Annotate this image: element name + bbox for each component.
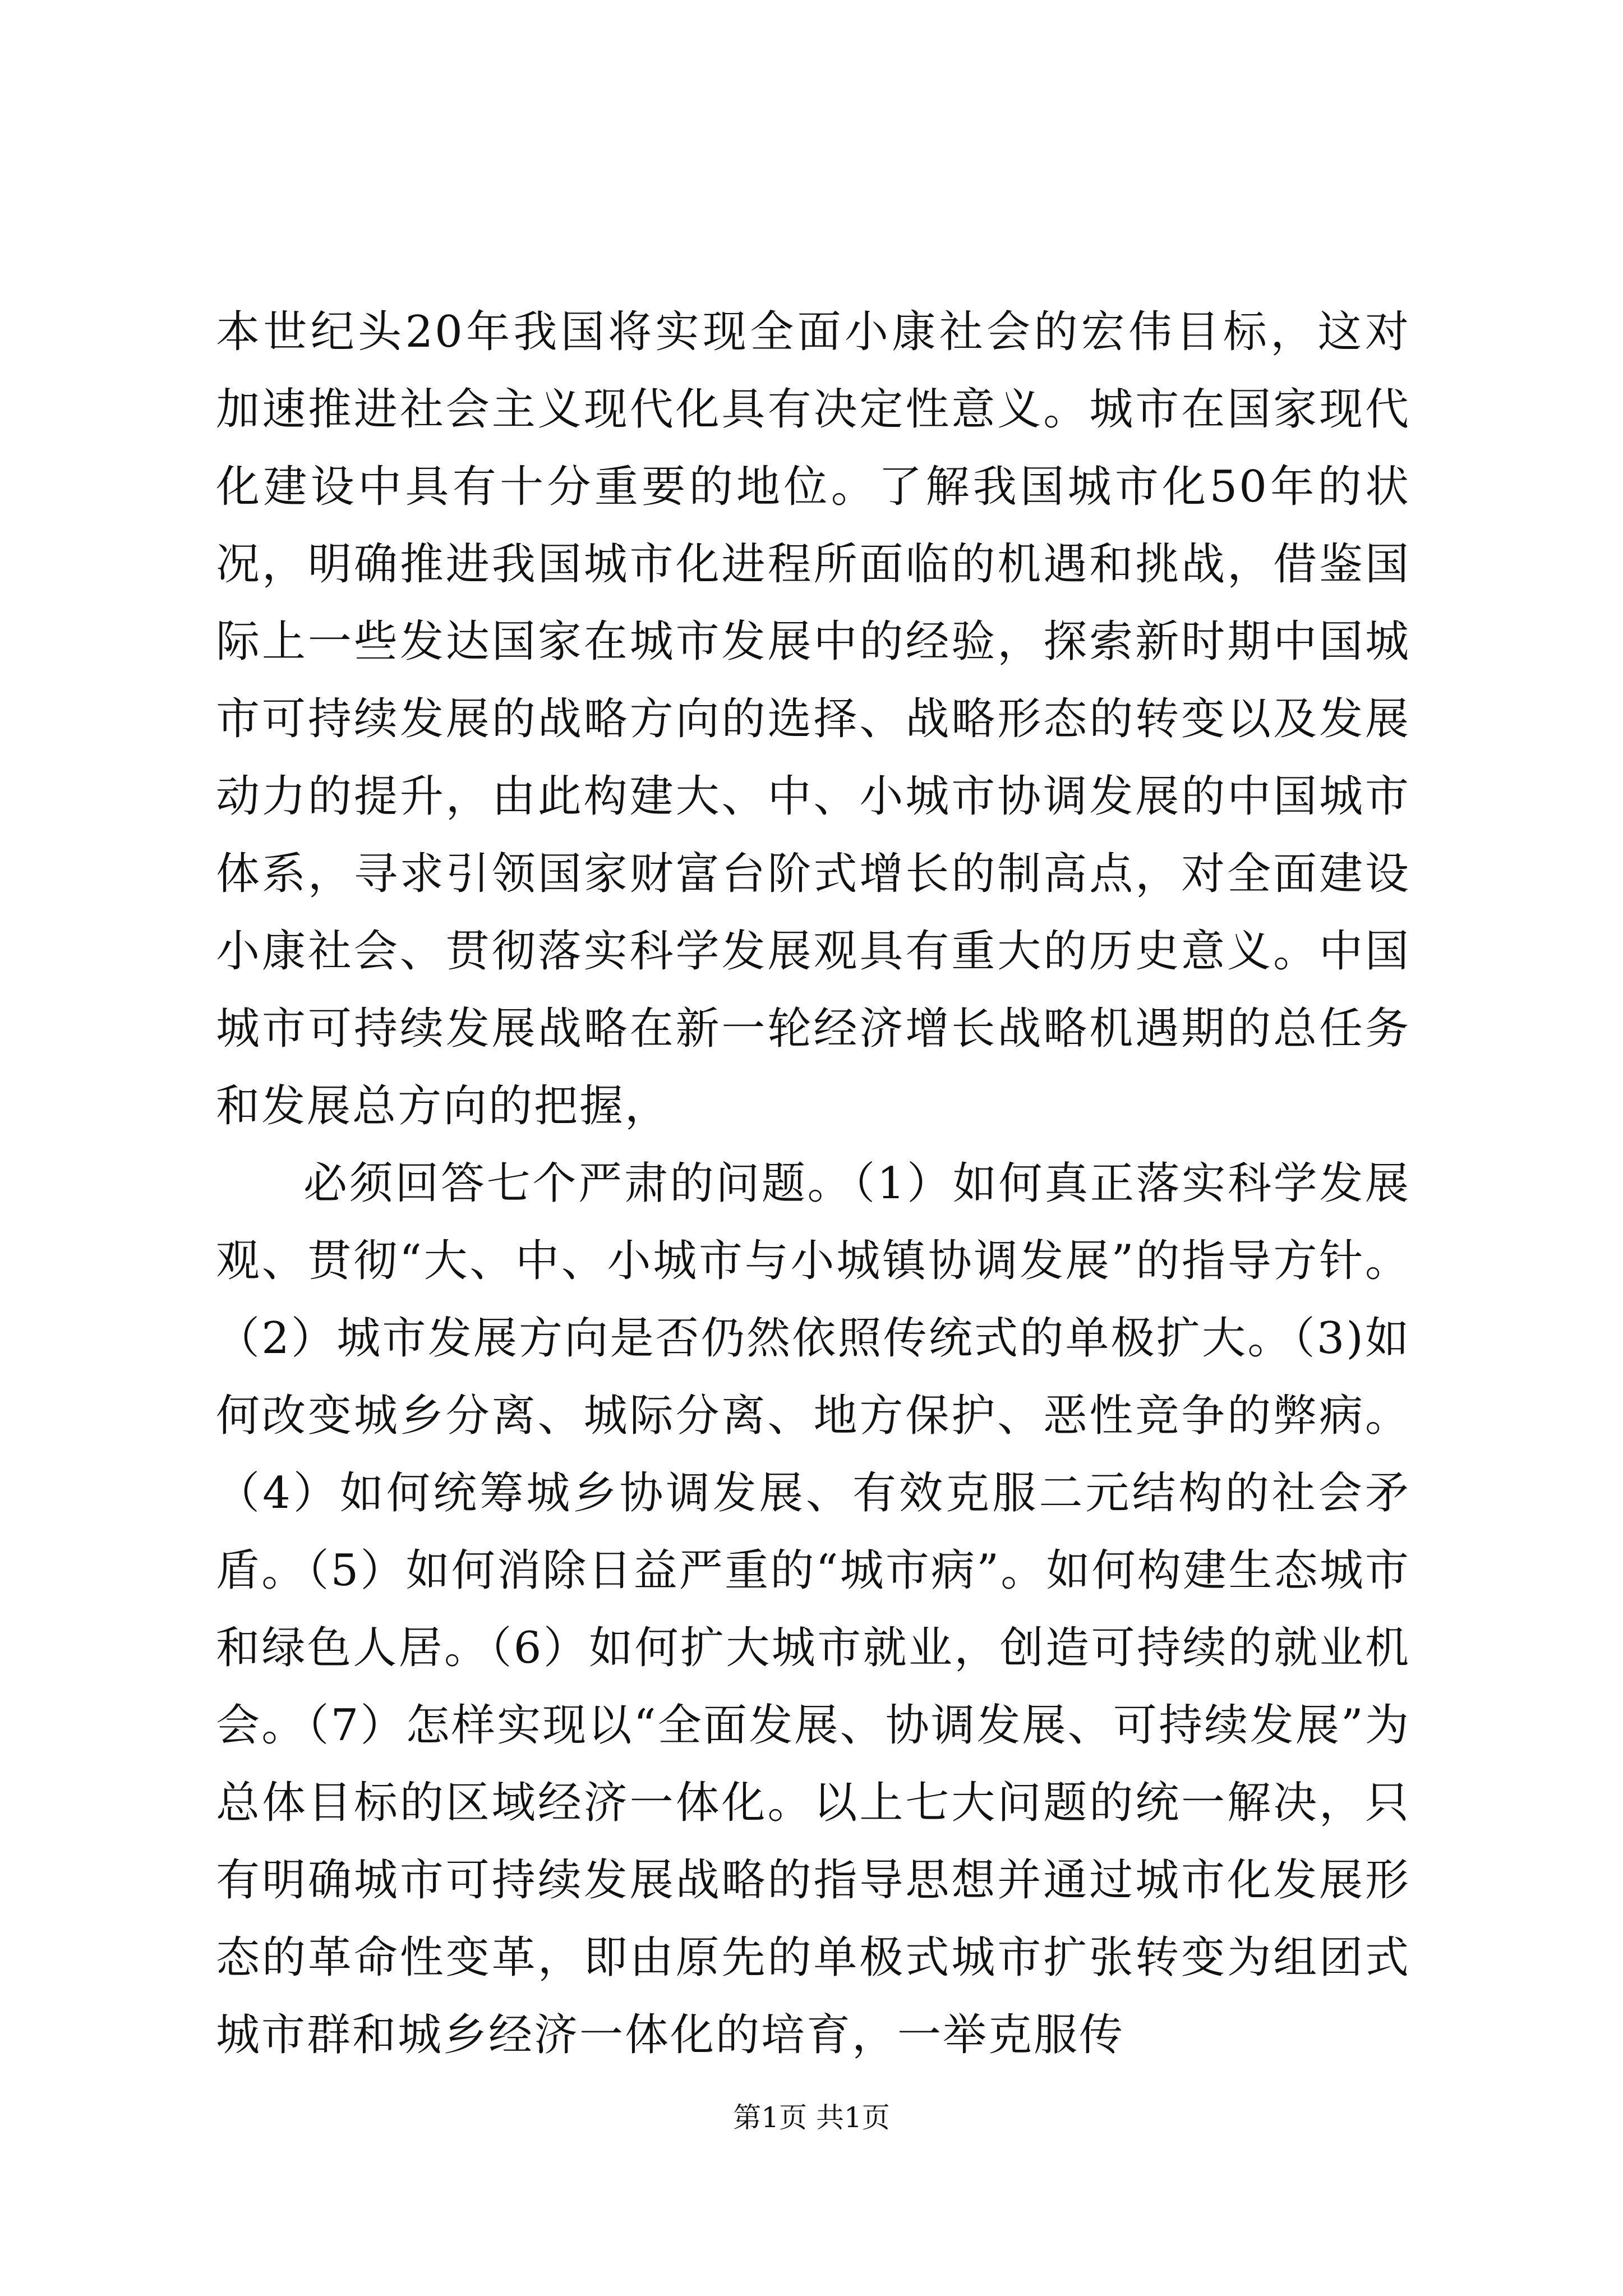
page-footer: 第1页 共1页 [733,2101,890,2134]
paragraph-2: 必须回答七个严肃的问题。（1）如何真正落实科学发展观、贯彻“大、中、小城市与小城镇协调发展”的指导方针。（2）城市发展方向是否仍然依照传统式的单极扩大。（3)如何改变城乡分离、城际分离、地方保护、恶性竞争的弊病。（4）如何统筹城乡协调发展、有效克服二元结构的社会矛盾。（5）如何消除日益严重的“城市病”。如何构建生态城市和绿色人居。（6）如何扩大城市就业，创造可持续的就业机会。（7）怎样实现以“全面发展、协调发展、可持续发展”为总体目标的区域经济一体化。以上七大问题的统一解决，只有明确城市可持续发展战略的指导思想并通过城市化发展形态的革命性变革，即由原先的单极式城市扩张转变为组团式城市群和城乡经济一体化的培育，一举克服传 [216,1158,1410,2060]
document-body [216,293,1410,2074]
paragraph-1: 本世纪头20年我国将实现全面小康社会的宏伟目标，这对加速推进社会主义现代化具有决定性意义。城市在国家现代化建设中具有十分重要的地位。了解我国城市化50年的状况，明确推进我国城市化进程所面临的机遇和挑战，借鉴国际上一些发达国家在城市发展中的经验，探索新时期中国城市可持续发展的战略方向的选择、战略形态的转变以及发展动力的提升，由此构建大、中、小城市协调发展的中国城市体系，寻求引领国家财富台阶式增长的制高点，对全面建设小康社会、贯彻落实科学发展观具有重大的历史意义。中国城市可持续发展战略在新一轮经济增长战略机遇期的总任务和发展总方向的把握， [216,307,1410,1131]
